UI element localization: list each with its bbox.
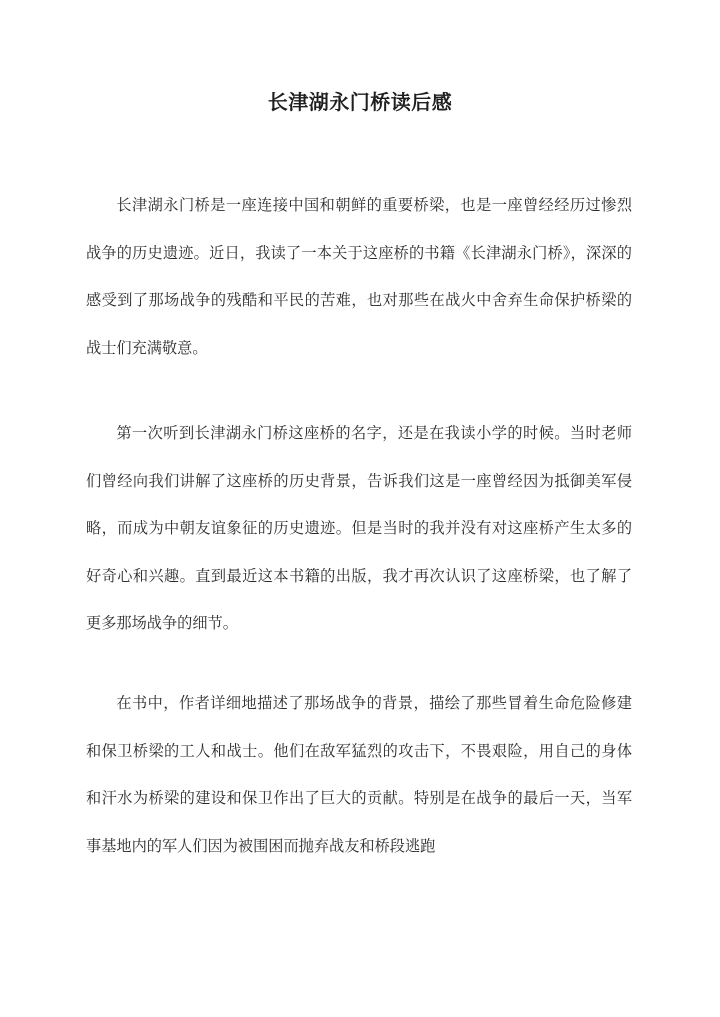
paragraph-2: 第一次听到长津湖永门桥这座桥的名字，还是在我读小学的时候。当时老师们曾经向我们讲解了这座桥的历史背景，告诉我们这是一座曾经因为抵御美军侵略，而成为中朝友谊象征的历史遗迹。但是当时的我并没有对这座桥产生太多的好奇心和兴趣。直到最近这本书籍的出版，我才再次认识了这座桥梁，也了解了更多那场战争的细节。	[86, 424, 632, 632]
document-title: 长津湖永门桥读后感	[267, 90, 453, 114]
paragraph-1: 长津湖永门桥是一座连接中国和朝鲜的重要桥梁，也是一座曾经经历过惨烈战争的历史遗迹。近日，我读了一本关于这座桥的书籍《长津湖永门桥》，深深的感受到了那场战争的残酷和平民的苦难，也对那些在战火中舍弃生命保护桥梁的战士们充满敬意。	[86, 196, 632, 357]
paragraph-3: 在书中，作者详细地描述了那场战争的背景，描绘了那些冒着生命危险修建和保卫桥梁的工人和战士。他们在敌军猛烈的攻击下，不畏艰险，用自己的身体和汗水为桥梁的建设和保卫作出了巨大的贡献。特别是在战争的最后一天，当军事基地内的军人们因为被围困而抛弃战友和桥段逃跑	[86, 694, 632, 855]
